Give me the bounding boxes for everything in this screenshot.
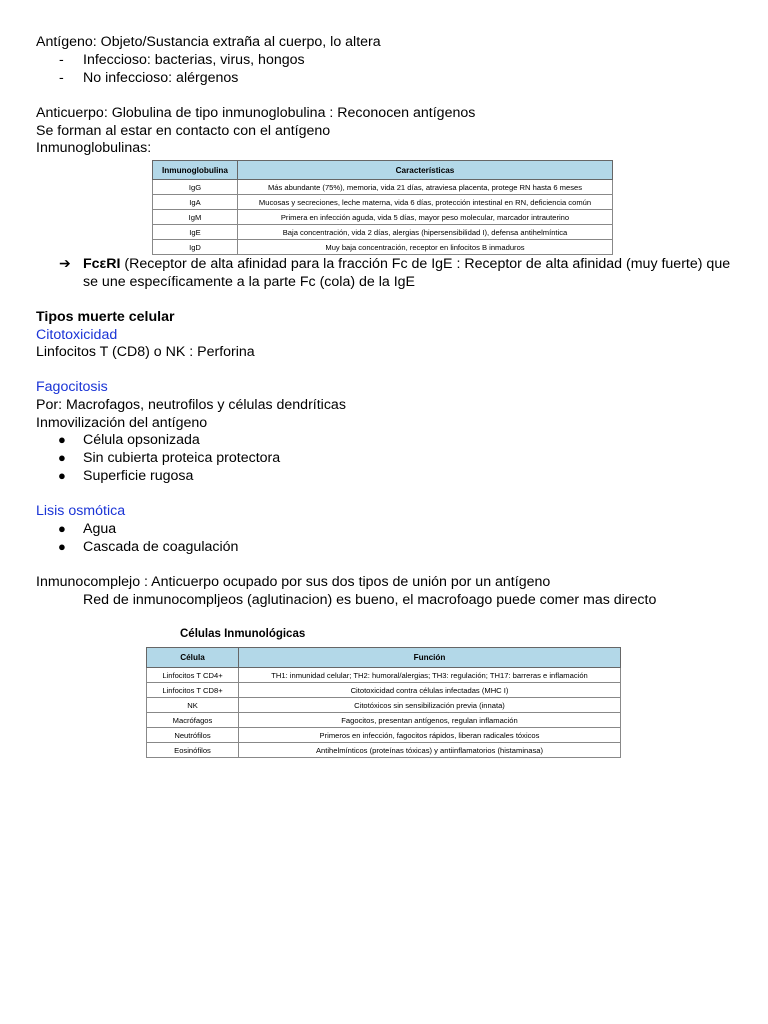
anticuerpo-formation: Se forman al estar en contacto con el antígeno [36,123,331,139]
citotoxicidad-text: Linfocitos T (CD8) o NK : Perforina [36,344,255,360]
column-header: Función [239,648,621,668]
table-cell: Linfocitos T CD4+ [147,668,239,683]
table-row [153,195,613,210]
dash-marker: - [59,70,64,86]
list-item: Cascada de coagulación [83,539,239,555]
table-cell: Citotóxicos sin sensibilización previa (innata) [239,698,621,713]
table-row [153,240,613,255]
table-cell: Mucosas y secreciones, leche materna, vida 6 días, protección intestinal en RN, deficiencia común [238,195,613,210]
column-header: Características [238,161,613,180]
table-cell: TH1: inmunidad celular; TH2: humoral/alergias; TH3: regulación; TH17: barreras e inflamación [239,668,621,683]
table-row [147,743,621,758]
table-row [147,683,621,698]
column-header: Inmunoglobulina [153,161,238,180]
arrow-bullet-icon: ➔ [59,256,71,272]
table-cell: Macrófagos [147,713,239,728]
table-header-row [147,648,621,668]
table-cell: Más abundante (75%), memoria, vida 21 días, atraviesa placenta, protege RN hasta 6 meses [238,180,613,195]
list-item: Superficie rugosa [83,468,194,484]
table-cell: IgM [153,210,238,225]
column-header: Célula [147,648,239,668]
bullet-icon: ● [58,521,66,536]
table-cell: Eosinófilos [147,743,239,758]
fceri-description-continued: se une específicamente a la parte Fc (cola) de la IgE [83,274,416,290]
bullet-icon: ● [58,432,66,447]
table-cell: IgA [153,195,238,210]
table-row [153,225,613,240]
anticuerpo-definition: Anticuerpo: Globulina de tipo inmunoglobulina : Reconocen antígenos [36,105,476,121]
table-row [153,210,613,225]
table-cell: Baja concentración, vida 2 días, alergias (hipersensibilidad I), defensa antihelmíntica [238,225,613,240]
bullet-icon: ● [58,468,66,483]
table-cell: Neutrófilos [147,728,239,743]
fceri-term: FcεRI [83,256,121,272]
table-row [153,180,613,195]
antigeno-item-no-infeccioso: No infeccioso: alérgenos [83,70,239,86]
list-item: Célula opsonizada [83,432,200,448]
bullet-icon: ● [58,450,66,465]
fagocitosis-agents: Por: Macrofagos, neutrofilos y células dendríticas [36,397,346,413]
table-cell: Primeros en infección, fagocitos rápidos, liberan radicales tóxicos [239,728,621,743]
lisis-osmotica-heading: Lisis osmótica [36,503,126,519]
inmunocomplejo-definition: Inmunocomplejo : Anticuerpo ocupado por sus dos tipos de unión por un antígeno [36,574,551,590]
table-row [147,668,621,683]
fagocitosis-heading: Fagocitosis [36,379,108,395]
fceri-description: (Receptor de alta afinidad para la fracción Fc de IgE : Receptor de alta afinidad (muy fuerte) que [120,256,731,272]
table-row [147,713,621,728]
table-cell: Fagocitos, presentan antígenos, regulan inflamación [239,713,621,728]
table-cell: Linfocitos T CD8+ [147,683,239,698]
table-row [147,698,621,713]
table-cell: Primera en infección aguda, vida 5 días, mayor peso molecular, marcador intrauterino [238,210,613,225]
table-cell: NK [147,698,239,713]
section-title: Tipos muerte celular [36,309,175,325]
list-item: Agua [83,521,117,537]
table-cell: Muy baja concentración, receptor en linfocitos B inmaduros [238,240,613,255]
inmunocomplejo-note: Red de inmunocompljeos (aglutinacion) es bueno, el macrofoago puede comer mas directo [83,592,657,608]
table-cell: IgG [153,180,238,195]
table-cell: IgE [153,225,238,240]
antigeno-definition: Antígeno: Objeto/Sustancia extraña al cuerpo, lo altera [36,34,381,50]
inmunoglobulinas-label: Inmunoglobulinas: [36,140,152,156]
dash-marker: - [59,52,64,68]
table-cell: Citotoxicidad contra células infectadas (MHC I) [239,683,621,698]
antigeno-item-infeccioso: Infeccioso: bacterias, virus, hongos [83,52,305,68]
immunoglobulin-table [152,160,613,255]
fceri-line [83,255,730,273]
table-row [147,728,621,743]
bullet-icon: ● [58,539,66,554]
table-header-row [153,161,613,180]
immune-cells-table [146,647,621,758]
citotoxicidad-heading: Citotoxicidad [36,327,118,343]
list-item: Sin cubierta proteica protectora [83,450,281,466]
fagocitosis-inmovilizacion: Inmovilización del antígeno [36,415,208,431]
table-cell: Antihelmínticos (proteínas tóxicas) y antiinflamatorios (histaminasa) [239,743,621,758]
cells-table-title: Células Inmunológicas [180,628,306,640]
table-cell: IgD [153,240,238,255]
